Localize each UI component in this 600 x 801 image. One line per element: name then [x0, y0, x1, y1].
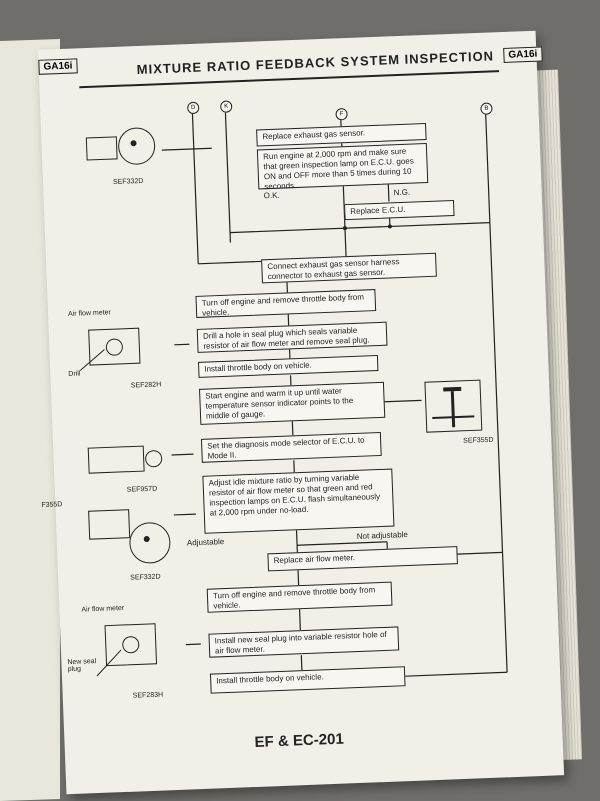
- connector-k: K: [220, 100, 232, 112]
- fig-sef282h: SEF282H: [131, 381, 162, 389]
- fig-sef355d-left: F355D: [41, 501, 62, 509]
- page-title: MIXTURE RATIO FEEDBACK SYSTEM INSPECTION: [136, 48, 494, 77]
- step-turn-off-1: Turn off engine and remove throttle body from vehicle.: [195, 289, 376, 318]
- fig-air-flow-meter-2: Air flow meter: [81, 605, 124, 614]
- step-run-engine: Run engine at 2,000 rpm and make sure that green inspection lamp on E.C.U. goes ON and OFF more than 5 times during 10 seconds.: [257, 143, 428, 189]
- fig-sef283h: SEF283H: [133, 692, 164, 700]
- temp-gauge-illustration: [423, 378, 485, 435]
- label-ok: O.K.: [263, 191, 279, 201]
- fig-drill-label: Drill: [68, 370, 80, 377]
- fig-sef957d: SEF957D: [127, 486, 158, 494]
- ecu-lamps-illustration: [83, 500, 176, 573]
- step-warm-up: Start engine and warm it up until water temperature sensor indicator points to the middle of gauge.: [199, 382, 385, 425]
- connector-f: F: [335, 108, 347, 120]
- step-adjust-idle: Adjust idle mixture ratio by turning variable resistor of air flow meter so that green and red inspection lamps on E.C.U. flash simultaneously at 2,000 rpm under no-load.: [202, 469, 394, 534]
- step-drill-hole: Drill a hole in seal plug which seals variable resistor of air flow meter and remove seal plug.: [197, 322, 388, 353]
- left-engine-tag: GA16i: [38, 58, 77, 74]
- engine-tag: GA16i: [503, 46, 542, 62]
- step-install-throttle-1: Install throttle body on vehicle.: [198, 355, 378, 378]
- connector-d: D: [187, 102, 199, 114]
- step-replace-sensor: Replace exhaust gas sensor.: [256, 123, 427, 147]
- page-number: EF & EC-201: [254, 731, 344, 751]
- manual-page: [38, 31, 564, 795]
- step-install-throttle-2: Install throttle body on vehicle.: [210, 666, 406, 693]
- fig-sef355d: SEF355D: [463, 437, 494, 445]
- ecu-inspection-illustration: [81, 120, 163, 178]
- step-diag-mode: Set the diagnosis mode selector of E.C.U. to Mode II.: [201, 432, 382, 463]
- step-replace-ecu: Replace E.C.U.: [344, 200, 455, 220]
- step-turn-off-2: Turn off engine and remove throttle body from vehicle.: [207, 582, 393, 613]
- step-install-seal: Install new seal plug into variable resistor hole of air flow meter.: [208, 626, 399, 657]
- label-not-adjustable: Not adjustable: [357, 530, 408, 541]
- step-connect-harness: Connect exhaust gas sensor harness connector to exhaust gas sensor.: [261, 253, 437, 284]
- fig-air-flow-meter-1: Air flow meter: [68, 309, 111, 318]
- label-ng: N.G.: [393, 188, 410, 198]
- seal-plug-illustration: [85, 613, 178, 686]
- fig-sef332d-top: SEF332D: [113, 178, 144, 186]
- connector-b: B: [480, 102, 492, 114]
- fig-new-seal-plug: New seal plug: [67, 658, 102, 673]
- step-replace-afm: Replace air flow meter.: [267, 546, 458, 571]
- label-adjustable: Adjustable: [187, 537, 225, 547]
- fig-sef332d-mid: SEF332D: [130, 574, 161, 582]
- ecu-selector-illustration: [83, 440, 169, 483]
- drill-illustration: [73, 317, 160, 380]
